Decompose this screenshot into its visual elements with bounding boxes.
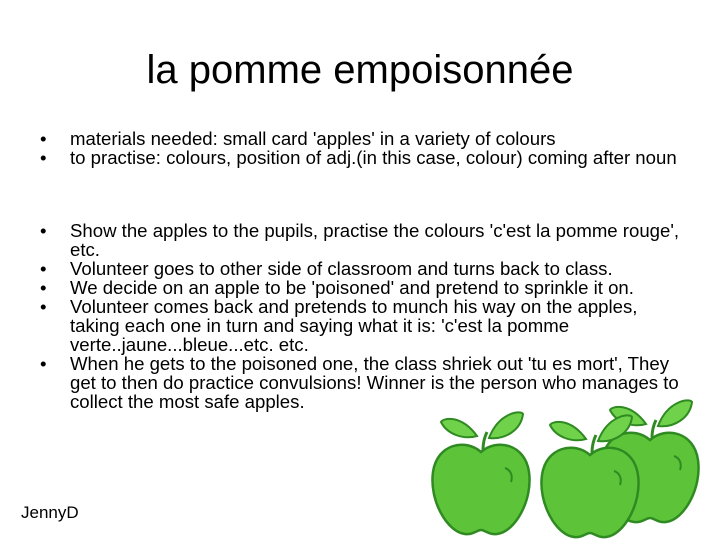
apple-icon xyxy=(432,412,529,534)
list-item-text: When he gets to the poisoned one, the class shriek out 'tu es mort', They get to then do practice convulsions! Winner is the person who manages to collect the most safe apples. xyxy=(70,353,679,412)
list-item xyxy=(30,148,690,167)
list-item xyxy=(30,129,690,148)
instructions-list xyxy=(30,221,690,411)
list-item xyxy=(30,297,690,354)
list-item-text: Volunteer comes back and pretends to munch his way on the apples, taking each one in turn and saying what it is: 'c'est la pomme verte..jaune...bleue...etc. etc. xyxy=(70,296,638,355)
bullet-icon: • xyxy=(40,296,47,317)
bullet-icon: • xyxy=(40,353,47,374)
bullet-icon: • xyxy=(40,220,47,241)
list-item xyxy=(30,259,690,278)
list-item xyxy=(30,221,690,259)
bullet-icon: • xyxy=(40,277,47,298)
bullet-icon: • xyxy=(40,128,47,149)
list-item-text: We decide on an apple to be 'poisoned' and pretend to sprinkle it on. xyxy=(70,277,634,298)
apple-icon xyxy=(541,415,638,537)
list-item xyxy=(30,278,690,297)
bullet-icon: • xyxy=(40,258,47,279)
list-item-text: to practise: colours, position of adj.(in this case, colour) coming after noun xyxy=(70,147,677,168)
list-item-text: Show the apples to the pupils, practise the colours 'c'est la pomme rouge', etc. xyxy=(70,220,680,260)
list-item-text: Volunteer goes to other side of classroom and turns back to class. xyxy=(70,258,613,279)
bullet-icon: • xyxy=(40,147,47,168)
materials-list xyxy=(30,129,690,167)
author-credit: JennyD xyxy=(21,503,79,522)
apple-icon xyxy=(601,400,698,522)
slide-title: la pomme empoisonnée xyxy=(146,48,574,92)
list-item xyxy=(30,354,690,411)
list-item-text: materials needed: small card 'apples' in a variety of colours xyxy=(70,128,556,149)
